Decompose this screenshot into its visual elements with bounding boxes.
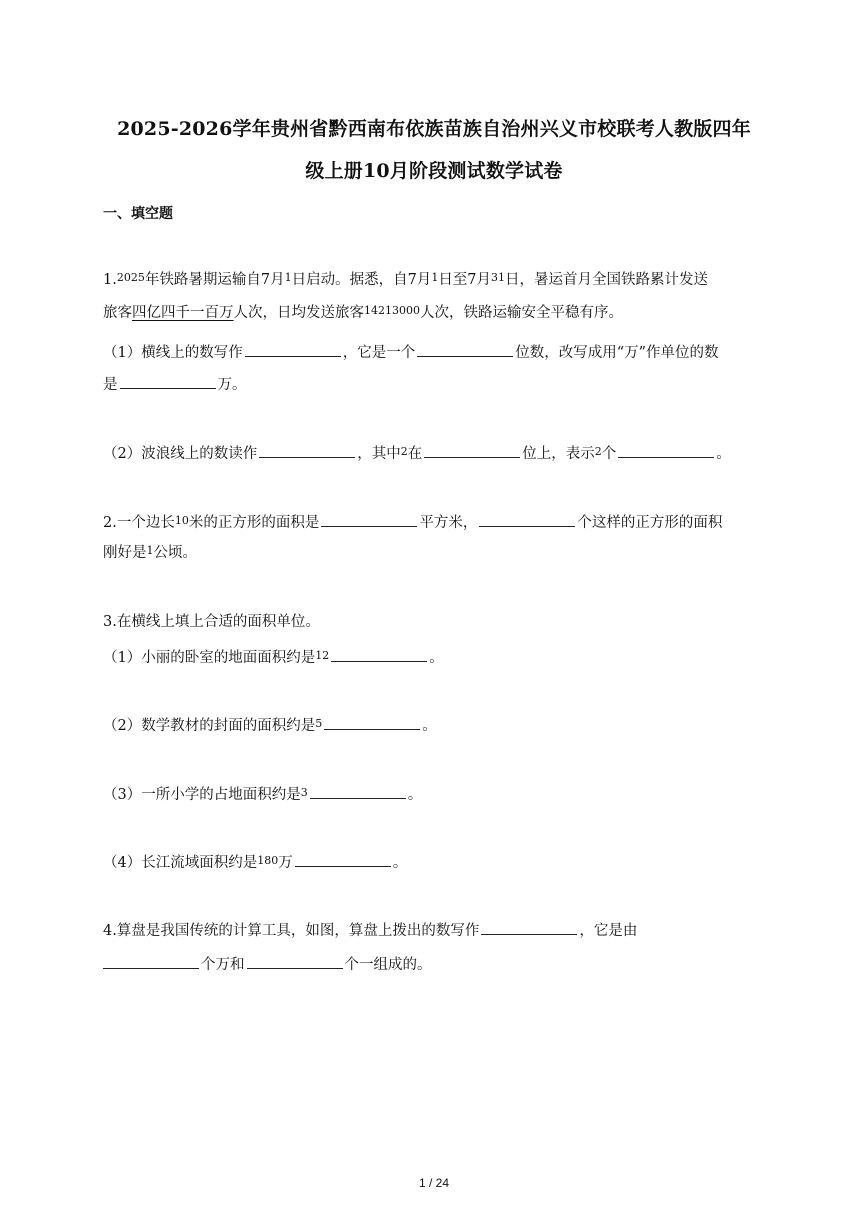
- question-1-part2: （2）波浪线上的数读作 ，其中$^2$在 位上，表示$^2$个 。: [103, 441, 731, 465]
- answer-blank[interactable]: [295, 850, 391, 867]
- question-4-line1: 4.算盘是我国传统的计算工具，如图，算盘上拨出的数写作 ，它是由: [103, 918, 637, 941]
- page-number: 1 / 24: [418, 1176, 450, 1190]
- question-2-line1: 2.一个边长$^{10}$米的正方形的面积是 平方米， 个这样的正方形的面积: [103, 510, 722, 534]
- answer-blank[interactable]: [479, 510, 575, 527]
- answer-blank[interactable]: [259, 441, 355, 458]
- question-3-part1: （1）小丽的卧室的地面面积约是$^{12}$ 。: [103, 645, 444, 669]
- question-3-part3: （3）一所小学的占地面积约是$^3$ 。: [103, 782, 422, 806]
- answer-blank[interactable]: [618, 441, 714, 458]
- question-3-part4: （4）长江流域面积约是$^{180}$万 。: [103, 850, 407, 874]
- answer-blank[interactable]: [321, 510, 417, 527]
- question-3-stem: 3.在横线上填上合适的面积单位。: [103, 614, 320, 630]
- answer-blank[interactable]: [245, 340, 341, 357]
- answer-blank[interactable]: [103, 952, 199, 969]
- question-1-part1: （1）横线上的数写作 ，它是一个 位数，改写成用“万”作单位的数: [103, 340, 719, 363]
- answer-blank[interactable]: [120, 372, 216, 389]
- question-2-line2: 刚好是$^1$公顷。: [103, 544, 197, 561]
- question-4-line2: 个万和 个一组成的。: [103, 952, 432, 975]
- exam-title-line1: 2025-2026学年贵州省黔西南布依族苗族自治州兴义市校联考人教版四年: [117, 118, 751, 140]
- question-1-line2: 旅客四亿四千一百万人次，日均发送旅客$^{14213000}$人次，铁路运输安全平稳有序。: [103, 304, 623, 321]
- answer-blank[interactable]: [417, 340, 513, 357]
- answer-blank[interactable]: [324, 713, 420, 730]
- answer-blank[interactable]: [424, 441, 520, 458]
- answer-blank[interactable]: [331, 645, 427, 662]
- question-3-part2: （2）数学教材的封面的面积约是$^5$ 。: [103, 713, 437, 737]
- answer-blank[interactable]: [247, 952, 343, 969]
- underlined-number: 四亿四千一百万: [132, 305, 234, 321]
- answer-blank[interactable]: [310, 782, 406, 799]
- section-heading: 一、填空题: [103, 206, 173, 222]
- question-1-line1: 1.$^{2025}$年铁路暑期运输自7月$^1$日启动。据悉，自7月$^1$日至7月$^{31}$日，暑运首月全国铁路累计发送: [103, 271, 709, 288]
- exam-title-line2: 级上册10月阶段测试数学试卷: [305, 160, 563, 182]
- answer-blank[interactable]: [481, 918, 577, 935]
- question-1-part1-cont: 是 万。: [103, 372, 247, 395]
